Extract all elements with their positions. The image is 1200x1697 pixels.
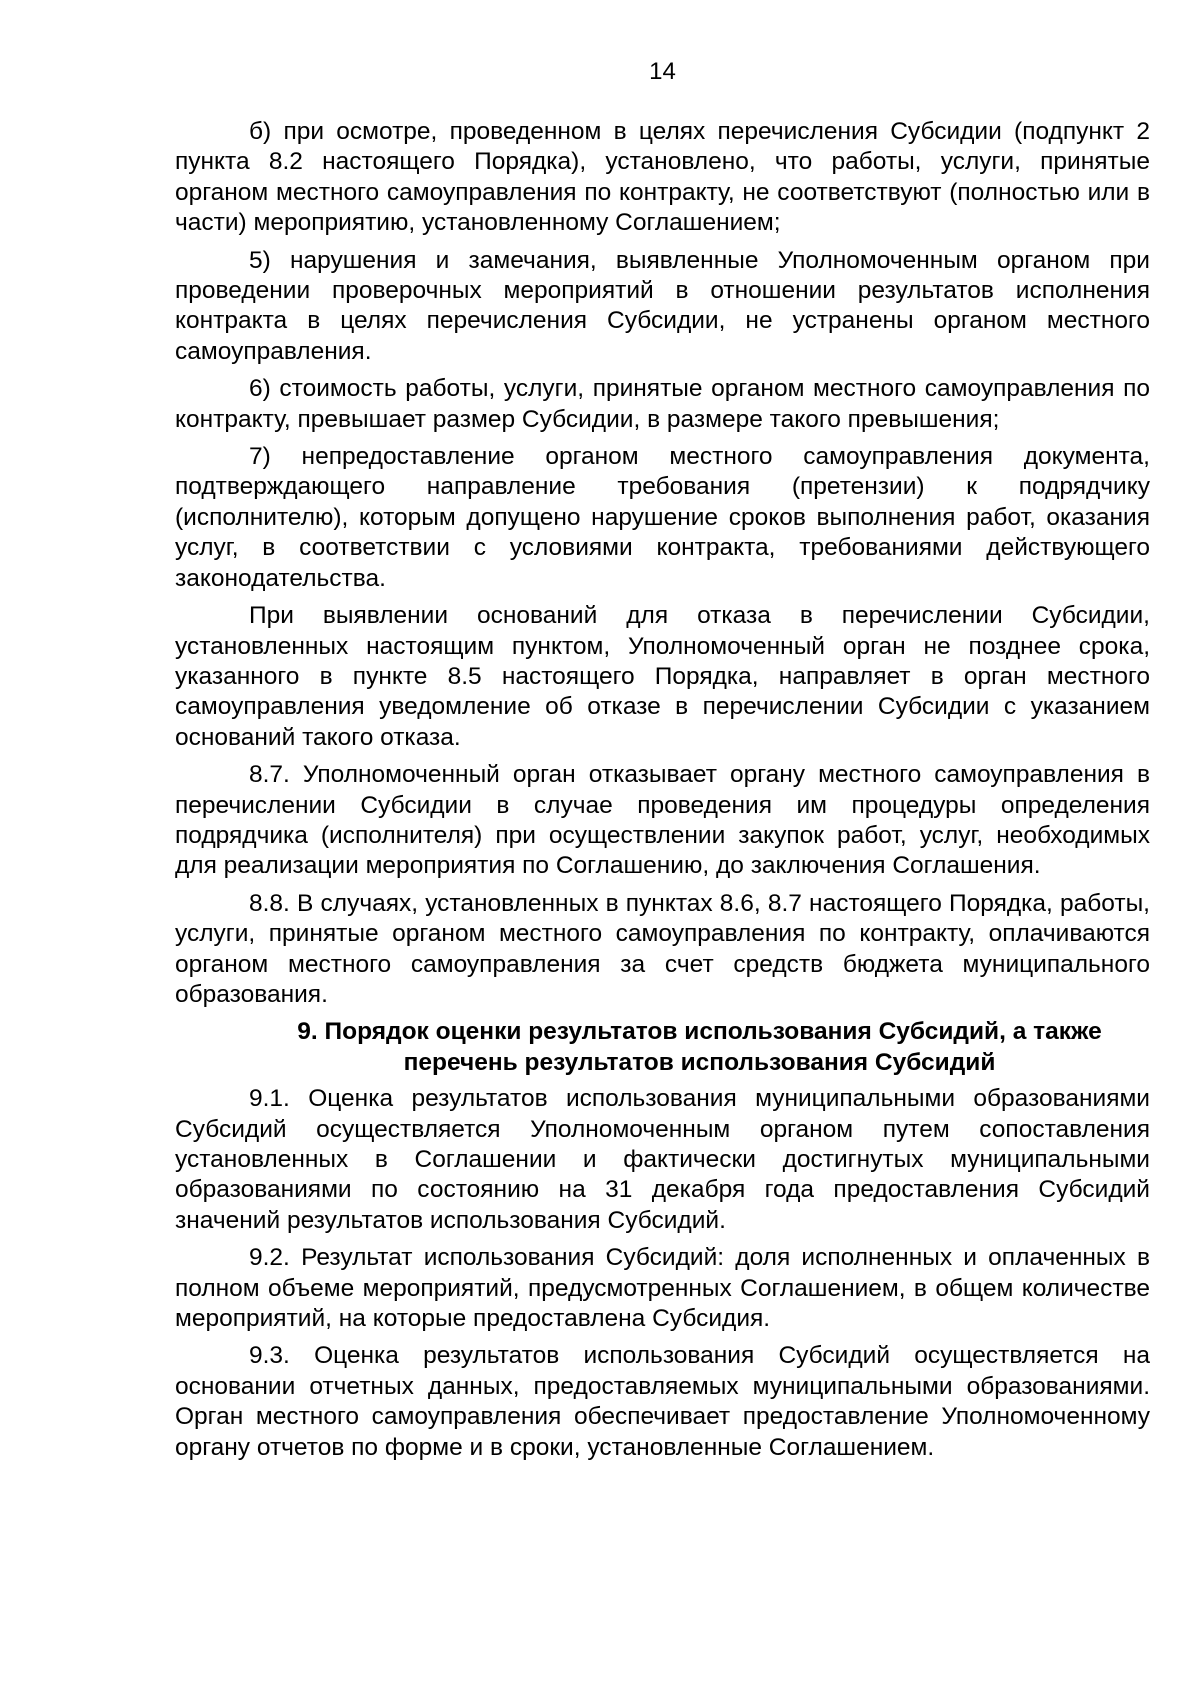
paragraph-9-1: 9.1. Оценка результатов использования муниципальными образованиями Субсидий осуществляется Уполномоченным органом путем сопоставления установленных в Соглашении и фактически достигнутых муниципальными образованиями по состоянию на 31 декабря года предоставления Субсидий значений результатов использования Субсидий. <box>175 1085 1150 1234</box>
paragraph-9-3: 9.3. Оценка результатов использования Субсидий осуществляется на основании отчетных данных, предоставляемых муниципальными образованиями. Орган местного самоуправления обеспечивает предоставление Уполномоченному органу отчетов по форме и в сроки, установленные Соглашением. <box>175 1342 1150 1461</box>
paragraph-8-6-6: 6) стоимость работы, услуги, принятые органом местного самоуправления по контракту, превышает размер Субсидии, в размере такого превышения; <box>175 375 1150 433</box>
paragraph-8-6-5: 5) нарушения и замечания, выявленные Уполномоченным органом при проведении проверочных мероприятий в отношении результатов исполнения контракта в целях перечисления Субсидии, не устранены органом местного самоуправления. <box>175 246 1150 365</box>
paragraph-refusal-notice: При выявлении оснований для отказа в перечислении Субсидии, установленных настоящим пунктом, Уполномоченный орган не позднее срока, указанного в пункте 8.5 настоящего Порядка, направляет в орган местного самоуправления уведомление об отказе в перечислении Субсидии с указанием оснований такого отказа. <box>175 602 1150 751</box>
paragraph-8-8: 8.8. В случаях, установленных в пунктах 8.6, 8.7 настоящего Порядка, работы, услуги, принятые органом местного самоуправления по контракту, оплачиваются органом местного самоуправления за счет средств бюджета муниципального образования. <box>175 889 1150 1008</box>
document-body <box>175 117 1150 1470</box>
paragraph-8-7: 8.7. Уполномоченный орган отказывает органу местного самоуправления в перечислении Субсидии в случае проведения им процедуры определения подрядчика (исполнителя) при осуществлении закупок работ, услуг, необходимых для реализации мероприятия по Соглашению, до заключения Соглашения. <box>175 761 1150 880</box>
page-number: 14 <box>649 58 676 85</box>
paragraph-8-6-b: б) при осмотре, проведенном в целях перечисления Субсидии (подпункт 2 пункта 8.2 настоящего Порядка), установлено, что работы, услуги, принятые органом местного самоуправления по контракту, не соответствуют (полностью или в части) мероприятию, установленному Соглашением; <box>175 118 1150 237</box>
section-9-heading: 9. Порядок оценки результатов использования Субсидий, а также перечень результатов использования Субсидий <box>297 1018 1102 1076</box>
paragraph-9-2: 9.2. Результат использования Субсидий: доля исполненных и оплаченных в полном объеме мероприятий, предусмотренных Соглашением, в общем количестве мероприятий, на которые предоставлена Субсидия. <box>175 1244 1150 1333</box>
paragraph-8-6-7: 7) непредоставление органом местного самоуправления документа, подтверждающего направление требования (претензии) к подрядчику (исполнителю), которым допущено нарушение сроков выполнения работ, оказания услуг, в соответствии с условиями контракта, требованиями действующего законодательства. <box>175 443 1150 592</box>
